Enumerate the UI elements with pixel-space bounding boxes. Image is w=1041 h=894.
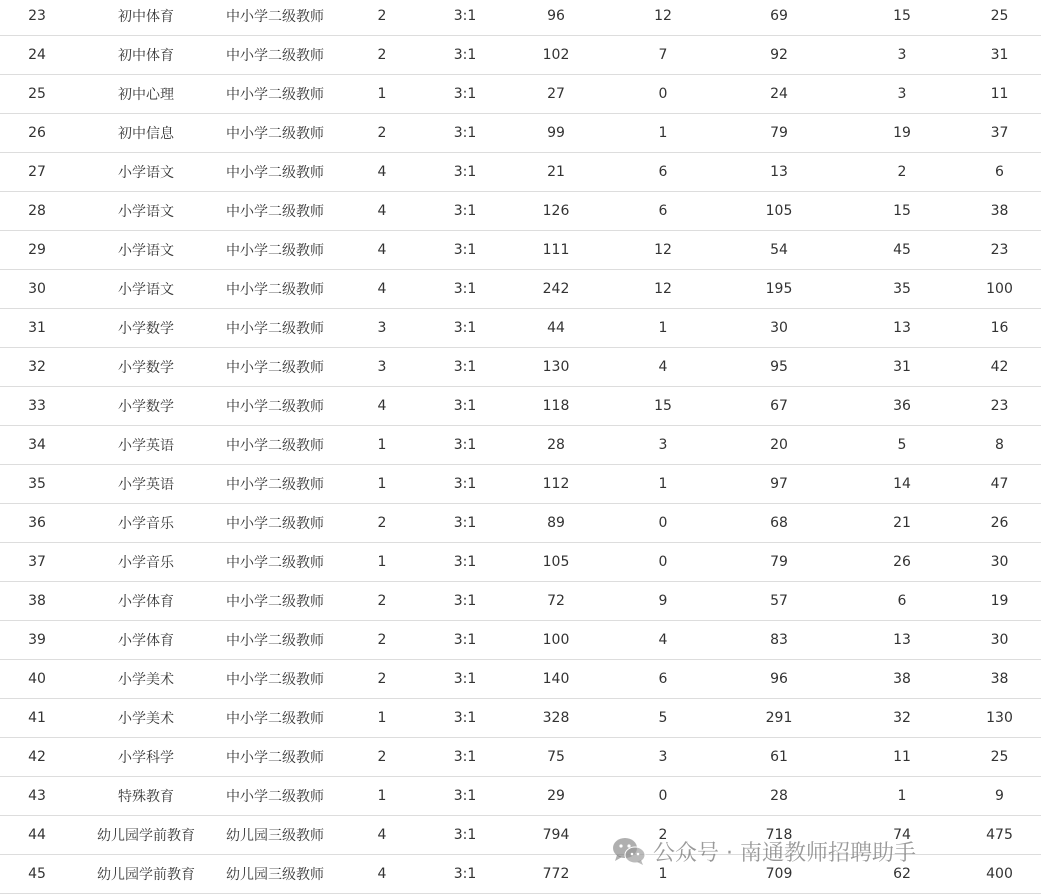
cell-quota: 1	[332, 426, 432, 465]
cell-title: 中小学二级教师	[218, 0, 332, 36]
table-row	[0, 270, 1041, 309]
cell-applicants: 28	[498, 426, 614, 465]
cell-applicants: 99	[498, 114, 614, 153]
cell-title: 中小学二级教师	[218, 504, 332, 543]
cell-c6: 2	[614, 816, 712, 855]
cell-quota: 3	[332, 348, 432, 387]
cell-quota: 2	[332, 0, 432, 36]
cell-no: 37	[0, 543, 74, 582]
cell-ratio: 3:1	[432, 543, 498, 582]
cell-ratio: 3:1	[432, 75, 498, 114]
cell-c9: 475	[958, 816, 1041, 855]
cell-c8: 74	[846, 816, 958, 855]
table-row	[0, 660, 1041, 699]
cell-subject: 小学音乐	[74, 543, 218, 582]
cell-c9: 38	[958, 660, 1041, 699]
cell-c8: 15	[846, 192, 958, 231]
cell-applicants: 130	[498, 348, 614, 387]
cell-title: 中小学二级教师	[218, 387, 332, 426]
cell-no: 41	[0, 699, 74, 738]
cell-no: 30	[0, 270, 74, 309]
table-row	[0, 738, 1041, 777]
cell-c7: 709	[712, 855, 846, 894]
table-row	[0, 75, 1041, 114]
cell-c6: 12	[614, 231, 712, 270]
table-row	[0, 855, 1041, 894]
cell-subject: 幼儿园学前教育	[74, 816, 218, 855]
cell-c7: 195	[712, 270, 846, 309]
cell-c8: 3	[846, 36, 958, 75]
cell-applicants: 72	[498, 582, 614, 621]
cell-quota: 2	[332, 738, 432, 777]
cell-applicants: 112	[498, 465, 614, 504]
table-row	[0, 621, 1041, 660]
cell-title: 中小学二级教师	[218, 153, 332, 192]
cell-c8: 31	[846, 348, 958, 387]
cell-c9: 11	[958, 75, 1041, 114]
cell-c8: 14	[846, 465, 958, 504]
cell-quota: 1	[332, 699, 432, 738]
cell-c7: 96	[712, 660, 846, 699]
cell-c9: 30	[958, 543, 1041, 582]
cell-c9: 31	[958, 36, 1041, 75]
cell-c9: 26	[958, 504, 1041, 543]
cell-quota: 1	[332, 777, 432, 816]
table-row	[0, 36, 1041, 75]
cell-ratio: 3:1	[432, 582, 498, 621]
cell-ratio: 3:1	[432, 387, 498, 426]
cell-c8: 45	[846, 231, 958, 270]
cell-title: 中小学二级教师	[218, 114, 332, 153]
cell-applicants: 21	[498, 153, 614, 192]
table-row	[0, 816, 1041, 855]
cell-c7: 291	[712, 699, 846, 738]
cell-no: 29	[0, 231, 74, 270]
cell-ratio: 3:1	[432, 621, 498, 660]
cell-c7: 57	[712, 582, 846, 621]
cell-c6: 7	[614, 36, 712, 75]
table-row	[0, 426, 1041, 465]
table-row	[0, 153, 1041, 192]
cell-applicants: 102	[498, 36, 614, 75]
cell-c6: 6	[614, 660, 712, 699]
cell-c8: 3	[846, 75, 958, 114]
cell-c6: 15	[614, 387, 712, 426]
cell-ratio: 3:1	[432, 777, 498, 816]
cell-subject: 小学英语	[74, 426, 218, 465]
cell-title: 中小学二级教师	[218, 75, 332, 114]
cell-c8: 2	[846, 153, 958, 192]
cell-c9: 30	[958, 621, 1041, 660]
cell-c8: 21	[846, 504, 958, 543]
cell-no: 38	[0, 582, 74, 621]
cell-c9: 25	[958, 0, 1041, 36]
cell-c8: 1	[846, 777, 958, 816]
cell-no: 35	[0, 465, 74, 504]
cell-title: 中小学二级教师	[218, 699, 332, 738]
cell-applicants: 242	[498, 270, 614, 309]
cell-c8: 35	[846, 270, 958, 309]
cell-c8: 15	[846, 0, 958, 36]
cell-applicants: 89	[498, 504, 614, 543]
cell-title: 中小学二级教师	[218, 660, 332, 699]
cell-title: 中小学二级教师	[218, 309, 332, 348]
cell-subject: 初中体育	[74, 36, 218, 75]
cell-c6: 1	[614, 309, 712, 348]
cell-quota: 2	[332, 114, 432, 153]
cell-no: 45	[0, 855, 74, 894]
cell-applicants: 27	[498, 75, 614, 114]
cell-subject: 小学数学	[74, 348, 218, 387]
cell-title: 中小学二级教师	[218, 621, 332, 660]
table-row	[0, 465, 1041, 504]
cell-subject: 初中体育	[74, 0, 218, 36]
cell-subject: 小学音乐	[74, 504, 218, 543]
cell-c6: 1	[614, 855, 712, 894]
cell-c7: 67	[712, 387, 846, 426]
cell-quota: 2	[332, 36, 432, 75]
cell-title: 幼儿园三级教师	[218, 816, 332, 855]
cell-subject: 小学语文	[74, 231, 218, 270]
cell-title: 中小学二级教师	[218, 270, 332, 309]
cell-c9: 42	[958, 348, 1041, 387]
cell-subject: 小学语文	[74, 192, 218, 231]
table-row	[0, 192, 1041, 231]
cell-quota: 4	[332, 153, 432, 192]
cell-c9: 16	[958, 309, 1041, 348]
cell-c8: 11	[846, 738, 958, 777]
cell-no: 33	[0, 387, 74, 426]
cell-c8: 38	[846, 660, 958, 699]
table-row	[0, 504, 1041, 543]
cell-c9: 23	[958, 387, 1041, 426]
cell-c9: 6	[958, 153, 1041, 192]
table-row	[0, 231, 1041, 270]
cell-no: 39	[0, 621, 74, 660]
cell-c7: 95	[712, 348, 846, 387]
cell-subject: 小学科学	[74, 738, 218, 777]
cell-c6: 9	[614, 582, 712, 621]
cell-c7: 68	[712, 504, 846, 543]
cell-title: 中小学二级教师	[218, 738, 332, 777]
cell-ratio: 3:1	[432, 465, 498, 504]
cell-no: 42	[0, 738, 74, 777]
cell-quota: 4	[332, 816, 432, 855]
cell-c8: 62	[846, 855, 958, 894]
cell-subject: 初中心理	[74, 75, 218, 114]
cell-c7: 83	[712, 621, 846, 660]
cell-quota: 2	[332, 582, 432, 621]
cell-ratio: 3:1	[432, 309, 498, 348]
cell-c8: 13	[846, 621, 958, 660]
cell-no: 25	[0, 75, 74, 114]
cell-ratio: 3:1	[432, 270, 498, 309]
cell-ratio: 3:1	[432, 426, 498, 465]
cell-c6: 0	[614, 504, 712, 543]
cell-no: 43	[0, 777, 74, 816]
cell-ratio: 3:1	[432, 504, 498, 543]
cell-quota: 4	[332, 387, 432, 426]
cell-c7: 30	[712, 309, 846, 348]
cell-applicants: 794	[498, 816, 614, 855]
cell-subject: 小学美术	[74, 699, 218, 738]
cell-applicants: 140	[498, 660, 614, 699]
cell-c6: 4	[614, 621, 712, 660]
cell-c7: 92	[712, 36, 846, 75]
cell-title: 中小学二级教师	[218, 348, 332, 387]
cell-no: 23	[0, 0, 74, 36]
cell-no: 24	[0, 36, 74, 75]
cell-c6: 3	[614, 426, 712, 465]
cell-no: 27	[0, 153, 74, 192]
table-row	[0, 0, 1041, 36]
cell-no: 32	[0, 348, 74, 387]
cell-no: 34	[0, 426, 74, 465]
cell-quota: 4	[332, 855, 432, 894]
cell-c8: 19	[846, 114, 958, 153]
cell-ratio: 3:1	[432, 660, 498, 699]
watermark-text: 公众号 · 南通教师招聘助手	[653, 840, 916, 866]
cell-quota: 2	[332, 621, 432, 660]
cell-quota: 4	[332, 270, 432, 309]
cell-c7: 54	[712, 231, 846, 270]
cell-c9: 23	[958, 231, 1041, 270]
cell-ratio: 3:1	[432, 153, 498, 192]
cell-c9: 47	[958, 465, 1041, 504]
cell-c6: 0	[614, 75, 712, 114]
table-row	[0, 777, 1041, 816]
cell-c7: 13	[712, 153, 846, 192]
cell-quota: 4	[332, 192, 432, 231]
cell-c9: 19	[958, 582, 1041, 621]
table-row	[0, 582, 1041, 621]
cell-c6: 6	[614, 153, 712, 192]
cell-c6: 1	[614, 465, 712, 504]
cell-title: 中小学二级教师	[218, 465, 332, 504]
cell-subject: 小学语文	[74, 270, 218, 309]
cell-c8: 32	[846, 699, 958, 738]
cell-c7: 79	[712, 114, 846, 153]
cell-applicants: 328	[498, 699, 614, 738]
cell-quota: 1	[332, 465, 432, 504]
cell-applicants: 111	[498, 231, 614, 270]
cell-ratio: 3:1	[432, 699, 498, 738]
cell-c8: 36	[846, 387, 958, 426]
cell-c7: 28	[712, 777, 846, 816]
cell-applicants: 75	[498, 738, 614, 777]
cell-applicants: 126	[498, 192, 614, 231]
cell-c6: 0	[614, 777, 712, 816]
cell-subject: 小学数学	[74, 387, 218, 426]
cell-c7: 718	[712, 816, 846, 855]
cell-c6: 12	[614, 0, 712, 36]
cell-applicants: 96	[498, 0, 614, 36]
cell-quota: 3	[332, 309, 432, 348]
cell-c8: 26	[846, 543, 958, 582]
cell-ratio: 3:1	[432, 0, 498, 36]
table-row	[0, 387, 1041, 426]
cell-no: 26	[0, 114, 74, 153]
cell-quota: 4	[332, 231, 432, 270]
cell-c7: 61	[712, 738, 846, 777]
cell-c9: 9	[958, 777, 1041, 816]
cell-c9: 25	[958, 738, 1041, 777]
cell-c7: 97	[712, 465, 846, 504]
cell-c6: 6	[614, 192, 712, 231]
cell-c9: 130	[958, 699, 1041, 738]
cell-c9: 8	[958, 426, 1041, 465]
cell-no: 28	[0, 192, 74, 231]
cell-c8: 6	[846, 582, 958, 621]
cell-subject: 幼儿园学前教育	[74, 855, 218, 894]
cell-subject: 小学语文	[74, 153, 218, 192]
cell-no: 31	[0, 309, 74, 348]
cell-c6: 5	[614, 699, 712, 738]
cell-ratio: 3:1	[432, 738, 498, 777]
cell-no: 44	[0, 816, 74, 855]
cell-title: 中小学二级教师	[218, 543, 332, 582]
cell-subject: 小学美术	[74, 660, 218, 699]
cell-c7: 105	[712, 192, 846, 231]
cell-ratio: 3:1	[432, 114, 498, 153]
cell-c8: 5	[846, 426, 958, 465]
cell-c6: 12	[614, 270, 712, 309]
cell-c6: 3	[614, 738, 712, 777]
cell-title: 中小学二级教师	[218, 582, 332, 621]
cell-title: 中小学二级教师	[218, 231, 332, 270]
cell-subject: 初中信息	[74, 114, 218, 153]
cell-quota: 2	[332, 504, 432, 543]
cell-c7: 79	[712, 543, 846, 582]
cell-subject: 小学英语	[74, 465, 218, 504]
cell-quota: 1	[332, 543, 432, 582]
cell-c6: 4	[614, 348, 712, 387]
cell-subject: 小学数学	[74, 309, 218, 348]
cell-c7: 24	[712, 75, 846, 114]
cell-c6: 0	[614, 543, 712, 582]
cell-applicants: 105	[498, 543, 614, 582]
cell-ratio: 3:1	[432, 348, 498, 387]
cell-title: 中小学二级教师	[218, 36, 332, 75]
cell-no: 36	[0, 504, 74, 543]
cell-ratio: 3:1	[432, 192, 498, 231]
cell-title: 中小学二级教师	[218, 777, 332, 816]
cell-ratio: 3:1	[432, 816, 498, 855]
cell-applicants: 772	[498, 855, 614, 894]
cell-subject: 小学体育	[74, 621, 218, 660]
cell-no: 40	[0, 660, 74, 699]
cell-quota: 1	[332, 75, 432, 114]
cell-applicants: 44	[498, 309, 614, 348]
cell-subject: 特殊教育	[74, 777, 218, 816]
cell-title: 中小学二级教师	[218, 426, 332, 465]
cell-c6: 1	[614, 114, 712, 153]
cell-c9: 37	[958, 114, 1041, 153]
cell-title: 幼儿园三级教师	[218, 855, 332, 894]
cell-subject: 小学体育	[74, 582, 218, 621]
cell-c9: 400	[958, 855, 1041, 894]
cell-title: 中小学二级教师	[218, 192, 332, 231]
cell-applicants: 29	[498, 777, 614, 816]
cell-ratio: 3:1	[432, 231, 498, 270]
table-row	[0, 543, 1041, 582]
cell-c9: 100	[958, 270, 1041, 309]
cell-c8: 13	[846, 309, 958, 348]
table-row	[0, 699, 1041, 738]
cell-c7: 69	[712, 0, 846, 36]
cell-ratio: 3:1	[432, 36, 498, 75]
cell-applicants: 100	[498, 621, 614, 660]
cell-c9: 38	[958, 192, 1041, 231]
table-row	[0, 309, 1041, 348]
table-row	[0, 348, 1041, 387]
cell-ratio: 3:1	[432, 855, 498, 894]
cell-quota: 2	[332, 660, 432, 699]
table-row	[0, 114, 1041, 153]
cell-applicants: 118	[498, 387, 614, 426]
cell-c7: 20	[712, 426, 846, 465]
